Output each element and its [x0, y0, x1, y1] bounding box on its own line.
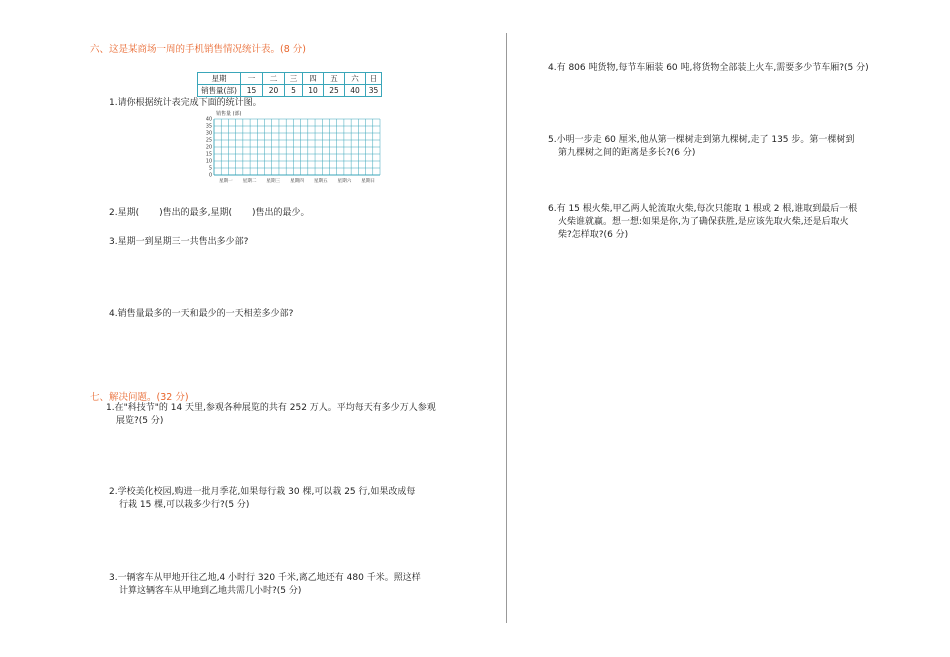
- chart-y-tick-label: 25: [205, 138, 212, 144]
- chart-x-tick-label: 星期二: [242, 179, 257, 184]
- question-7-6-line1: 6.有 15 根火柴,甲乙两人轮流取火柴,每次只能取 1 根或 2 根,谁取到最后一根: [548, 204, 858, 214]
- table-cell: 25: [324, 85, 345, 97]
- question-7-2-line2: 行栽 15 棵,可以栽多少行?(5 分): [119, 500, 250, 510]
- chart-x-tick-label: 星期一: [218, 179, 233, 184]
- question-7-3-line2: 计算这辆客车从甲地到乙地共需几小时?(5 分): [119, 586, 302, 596]
- question-6-2-part-c: )售出的最少。: [252, 208, 310, 218]
- question-7-2-line1: 2.学校美化校园,购进一批月季花,如果每行栽 30 棵,可以栽 25 行,如果改成每: [109, 487, 416, 497]
- question-7-3: [109, 572, 421, 598]
- table-data-row: [198, 85, 382, 97]
- chart-y-tick-label: 35: [205, 124, 212, 130]
- question-7-2: [109, 486, 415, 512]
- question-7-5-line2: 第九棵树之间的距离是多长?(6 分): [558, 148, 696, 158]
- chart-x-tick-label: 星期三: [266, 179, 281, 184]
- chart-y-tick-label: 15: [205, 152, 212, 158]
- question-7-6: [548, 203, 857, 242]
- chart-x-tick-label: 星期五: [313, 179, 328, 184]
- table-cell: 35: [366, 85, 382, 97]
- table-cell: 15: [241, 85, 263, 97]
- table-cell: 10: [303, 85, 324, 97]
- table-cell: 四: [303, 73, 324, 85]
- question-7-6-line2: 火柴谁就赢。想一想:如果是你,为了确保获胜,是应该先取火柴,还是后取火: [558, 217, 849, 227]
- chart-grid-lines: [214, 119, 380, 175]
- question-7-1: [106, 402, 436, 428]
- table-cell: 40: [345, 85, 366, 97]
- table-cell: 二: [263, 73, 285, 85]
- chart-y-tick-label: 5: [208, 166, 212, 172]
- question-7-6-line3: 柴?怎样取?(6 分): [558, 230, 629, 240]
- question-6-4: 4.销售量最多的一天和最少的一天相差多少部?: [109, 309, 294, 319]
- question-6-2-part-b: )售出的最多,星期(: [159, 208, 232, 218]
- chart-x-tick-label: 星期四: [290, 179, 304, 184]
- table-cell: 五: [324, 73, 345, 85]
- chart-x-ticks: [219, 177, 375, 184]
- section-7-heading: 七、解决问题。(32 分): [90, 392, 189, 403]
- chart-y-axis-label: 销售量 (部): [216, 111, 242, 117]
- chart-y-tick-label: 30: [205, 131, 212, 137]
- sales-table: [197, 72, 382, 97]
- table-header-row: [198, 73, 382, 85]
- chart-y-ticks: [206, 117, 212, 179]
- question-6-1: 1.请你根据统计表完成下面的统计图。: [109, 98, 262, 108]
- question-7-5-line1: 5.小明一步走 60 厘米,他从第一棵树走到第九棵树,走了 135 步。第一棵树到: [548, 135, 855, 145]
- table-cell: 六: [345, 73, 366, 85]
- question-6-2-part-a: 2.星期(: [109, 208, 140, 218]
- chart-y-tick-label: 40: [205, 117, 212, 123]
- chart-x-tick-label: 星期日: [361, 179, 376, 184]
- question-7-3-line1: 3.一辆客车从甲地开往乙地,4 小时行 320 千米,离乙地还有 480 千米。照这样: [109, 573, 421, 583]
- question-6-2: [109, 207, 310, 220]
- table-cell: 三: [285, 73, 303, 85]
- sales-bar-chart-grid: [196, 108, 392, 188]
- question-6-3: 3.星期一到星期三一共售出多少部?: [109, 237, 249, 247]
- column-divider: [506, 33, 507, 623]
- table-cell: 20: [263, 85, 285, 97]
- section-6-heading: 六、这是某商场一周的手机销售情况统计表。(8 分): [90, 44, 306, 55]
- question-7-1-line1: 1.在"科技节"的 14 天里,参观各种展览的共有 252 万人。平均每天有多少万人参观: [106, 403, 436, 413]
- chart-y-tick-label: 20: [205, 145, 212, 151]
- table-cell: 5: [285, 85, 303, 97]
- table-cell: 日: [366, 73, 382, 85]
- table-cell: 销售量(部): [198, 85, 241, 97]
- question-7-4: 4.有 806 吨货物,每节车厢装 60 吨,将货物全部装上火车,需要多少节车厢?(5 分): [548, 63, 869, 73]
- question-7-5: [548, 134, 854, 160]
- chart-y-tick-label: 10: [205, 159, 212, 165]
- question-7-1-line2: 展览?(5 分): [116, 416, 164, 426]
- chart-x-tick-label: 星期六: [337, 179, 352, 184]
- chart-y-tick-label: 0: [208, 173, 212, 179]
- table-cell: 一: [241, 73, 263, 85]
- table-cell: 星期: [198, 73, 241, 85]
